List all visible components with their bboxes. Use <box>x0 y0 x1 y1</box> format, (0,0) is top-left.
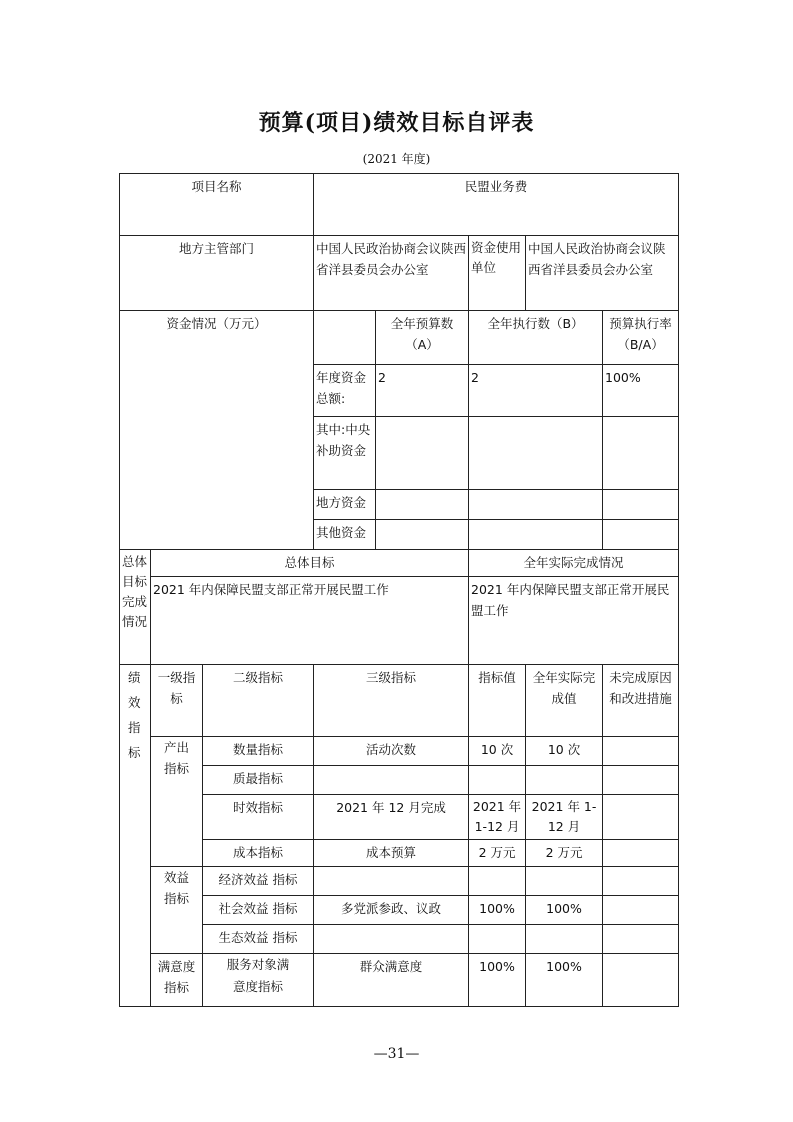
perf-value <box>469 766 526 795</box>
page-subtitle: (2021 年度) <box>362 152 431 166</box>
funds-row-exec <box>469 520 603 550</box>
perf-label: 绩效指标 <box>120 665 151 1007</box>
perf-level2: 服务对象满意度指标 <box>203 954 314 1007</box>
funds-row-budget <box>376 520 469 550</box>
funds-row-label: 其他资金 <box>314 520 376 550</box>
perf-level2: 生态效益 指标 <box>203 925 314 954</box>
perf-reason <box>603 867 679 896</box>
perf-level3: 多党派参政、议政 <box>314 896 469 925</box>
perf-value <box>469 925 526 954</box>
perf-actual <box>526 867 603 896</box>
funds-label: 资金情况（万元） <box>120 311 314 550</box>
funds-row-rate: 100% <box>603 365 679 417</box>
goal-col-goal: 总体目标 <box>151 550 469 577</box>
funds-row-rate <box>603 520 679 550</box>
perf-level1: 满意度指标 <box>151 954 203 1007</box>
goal-col-actual: 全年实际完成情况 <box>469 550 679 577</box>
funds-row-exec <box>469 417 603 490</box>
funds-row-exec <box>469 490 603 520</box>
perf-header-reason: 未完成原因和改进措施 <box>603 665 679 737</box>
perf-actual <box>526 925 603 954</box>
funds-row-budget: 2 <box>376 365 469 417</box>
unit-value: 中国人民政治协商会议陕西省洋县委员会办公室 <box>526 236 679 311</box>
perf-reason <box>603 766 679 795</box>
perf-reason <box>603 896 679 925</box>
perf-value: 2021 年 1-12 月 <box>469 795 526 840</box>
perf-level2: 社会效益 指标 <box>203 896 314 925</box>
funds-corner-cell <box>314 311 376 365</box>
perf-level3 <box>314 766 469 795</box>
evaluation-table <box>119 173 679 1007</box>
perf-level2: 质最指标 <box>203 766 314 795</box>
perf-header-value: 指标值 <box>469 665 526 737</box>
dept-label: 地方主管部门 <box>120 236 314 311</box>
funds-row-exec: 2 <box>469 365 603 417</box>
perf-reason <box>603 954 679 1007</box>
project-name-label: 项目名称 <box>120 174 314 236</box>
perf-level3: 群众满意度 <box>314 954 469 1007</box>
perf-level2: 经济效益 指标 <box>203 867 314 896</box>
unit-label: 资金使用单位 <box>469 236 526 311</box>
perf-value: 2 万元 <box>469 840 526 867</box>
perf-level3: 活动次数 <box>314 737 469 766</box>
page-title: 预算(项目)绩效目标自评表 <box>258 110 535 136</box>
perf-actual <box>526 766 603 795</box>
funds-row-budget <box>376 490 469 520</box>
perf-header-level3: 三级指标 <box>314 665 469 737</box>
funds-row-budget <box>376 417 469 490</box>
goal-label: 总体目标完成情况 <box>120 550 151 665</box>
funds-row-rate <box>603 417 679 490</box>
perf-level2: 时效指标 <box>203 795 314 840</box>
perf-reason <box>603 795 679 840</box>
funds-row-label: 年度资金总额: <box>314 365 376 417</box>
perf-actual: 100% <box>526 954 603 1007</box>
funds-row-rate <box>603 490 679 520</box>
perf-value: 10 次 <box>469 737 526 766</box>
project-name-value: 民盟业务费 <box>314 174 679 236</box>
funds-row-label: 地方资金 <box>314 490 376 520</box>
perf-level3: 2021 年 12 月完成 <box>314 795 469 840</box>
perf-level1: 效益指标 <box>151 867 203 954</box>
funds-col-budget: 全年预算数（A） <box>376 311 469 365</box>
funds-col-rate: 预算执行率（B/A） <box>603 311 679 365</box>
perf-header-level2: 二级指标 <box>203 665 314 737</box>
funds-row-label: 其中:中央补助资金 <box>314 417 376 490</box>
page-number: —31— <box>373 1046 420 1062</box>
perf-actual: 2 万元 <box>526 840 603 867</box>
dept-value: 中国人民政治协商会议陕西省洋县委员会办公室 <box>314 236 469 311</box>
perf-level3 <box>314 867 469 896</box>
perf-value: 100% <box>469 896 526 925</box>
perf-level3: 成本预算 <box>314 840 469 867</box>
goal-actual-text: 2021 年内保障民盟支部正常开展民盟工作 <box>469 577 679 665</box>
perf-actual: 100% <box>526 896 603 925</box>
perf-level2: 数量指标 <box>203 737 314 766</box>
perf-header-level1: 一级指标 <box>151 665 203 737</box>
perf-reason <box>603 737 679 766</box>
perf-level3 <box>314 925 469 954</box>
goal-text: 2021 年内保障民盟支部正常开展民盟工作 <box>151 577 469 665</box>
perf-value <box>469 867 526 896</box>
perf-value: 100% <box>469 954 526 1007</box>
perf-reason <box>603 925 679 954</box>
perf-header-actual: 全年实际完成值 <box>526 665 603 737</box>
perf-reason <box>603 840 679 867</box>
perf-actual: 2021 年 1-12 月 <box>526 795 603 840</box>
perf-level2: 成本指标 <box>203 840 314 867</box>
perf-actual: 10 次 <box>526 737 603 766</box>
funds-col-exec: 全年执行数（B） <box>469 311 603 365</box>
perf-level1: 产出指标 <box>151 737 203 867</box>
